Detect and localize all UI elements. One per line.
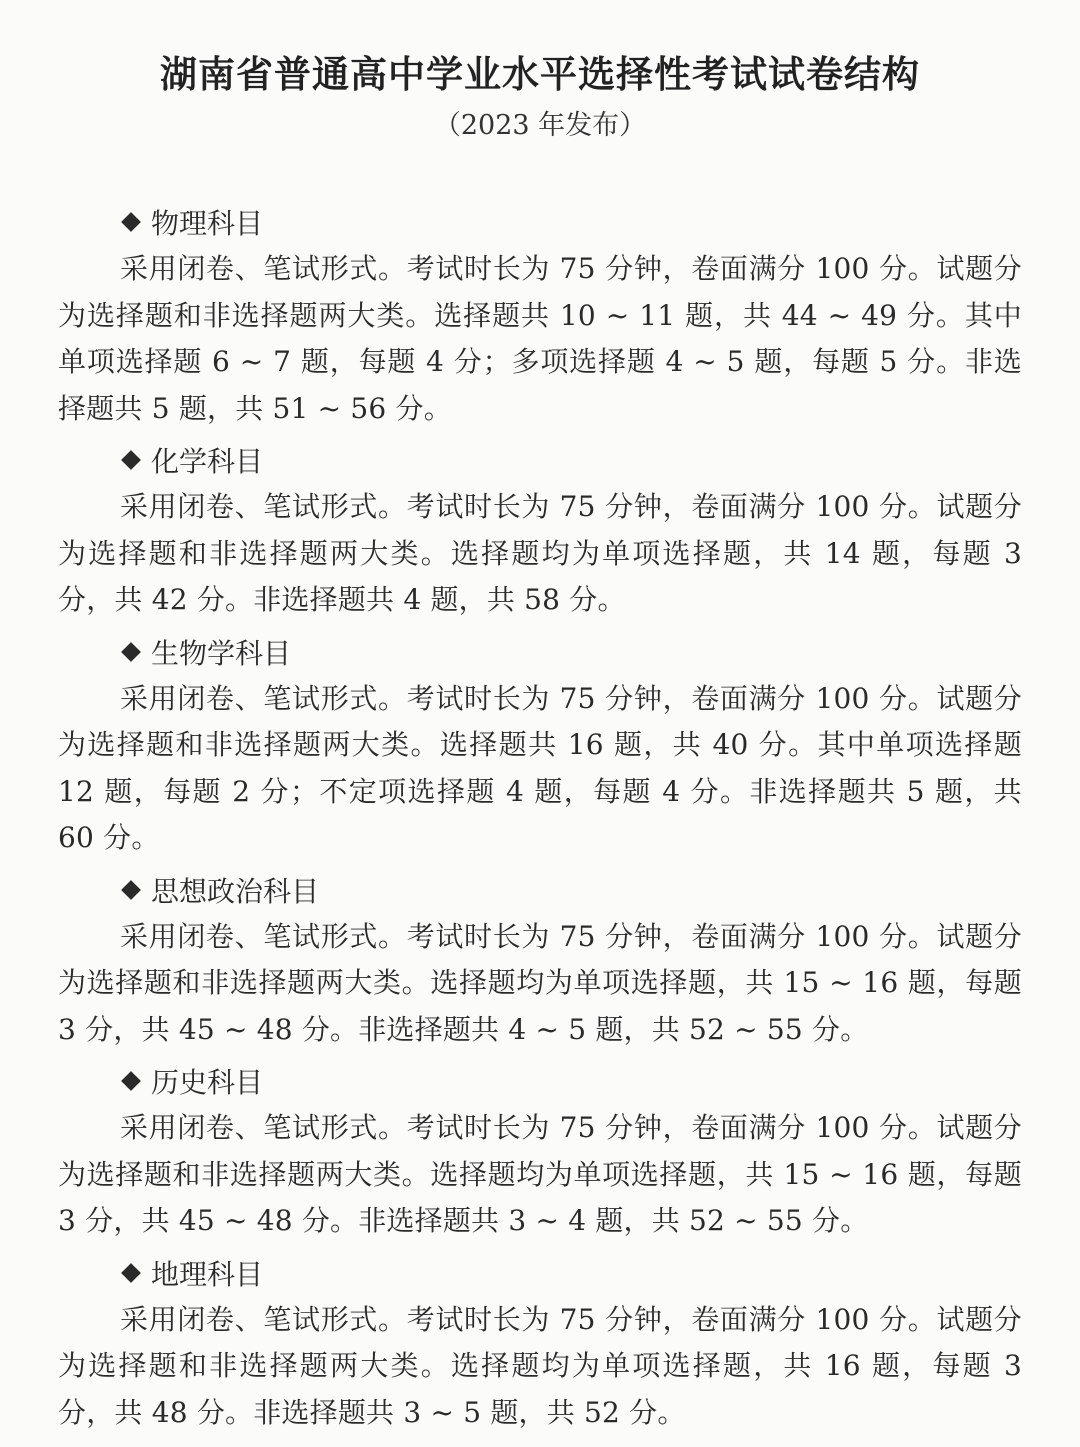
section-heading-label: 物理科目 xyxy=(151,207,264,240)
section-body: 采用闭卷、笔试形式。考试时长为 75 分钟，卷面满分 100 分。试题分为选择题和非选择题两大类。选择题共 10 ~ 11 题，共 44 ~ 49 分。其中单项选择题 6 ~ 7 题，每题 4 分；多项选择题 4 ~ 5 题，每题 5 分。非选择题共 5 题，共 51 ~ 56 分。 xyxy=(58,252,1022,425)
section-body: 采用闭卷、笔试形式。考试时长为 75 分钟，卷面满分 100 分。试题分为选择题和非选择题两大类。选择题均为单项选择题，共 15 ~ 16 题，每题 3 分，共 45 ~ 48 分。非选择题共 4 ~ 5 题，共 52 ~ 55 分。 xyxy=(58,919,1022,1046)
section-heading-label: 地理科目 xyxy=(151,1257,264,1291)
document-title: 湖南省普通高中学业水平选择性考试试卷结构 xyxy=(160,52,920,96)
section-history xyxy=(58,1057,1022,1245)
diamond-bullet-icon xyxy=(121,212,141,232)
diamond-bullet-icon xyxy=(121,880,141,900)
document-body xyxy=(58,198,1022,1440)
diamond-bullet-icon xyxy=(121,1071,141,1091)
section-biology xyxy=(58,628,1022,862)
section-heading-label: 历史科目 xyxy=(151,1066,264,1099)
section-heading xyxy=(120,198,1022,246)
diamond-bullet-icon xyxy=(121,450,141,470)
diamond-bullet-icon xyxy=(121,1263,141,1283)
section-heading xyxy=(120,866,1022,914)
section-heading-label: 思想政治科目 xyxy=(151,874,320,908)
section-body: 采用闭卷、笔试形式。考试时长为 75 分钟，卷面满分 100 分。试题分为选择题和非选择题两大类。选择题均为单项选择题，共 14 题，每题 3 分，共 42 分。非选择题共 4 题，共 58 分。 xyxy=(58,490,1022,616)
section-body: 采用闭卷、笔试形式。考试时长为 75 分钟，卷面满分 100 分。试题分为选择题和非选择题两大类。选择题均为单项选择题，共 16 题，每题 3 分，共 48 分。非选择题共 3 ~ 5 题，共 52 分。 xyxy=(58,1302,1022,1429)
section-heading-label: 生物学科目 xyxy=(151,636,292,670)
section-politics xyxy=(58,866,1022,1054)
section-heading xyxy=(120,1057,1022,1105)
section-heading xyxy=(120,628,1022,676)
section-chemistry xyxy=(58,436,1022,624)
section-body: 采用闭卷、笔试形式。考试时长为 75 分钟，卷面满分 100 分。试题分为选择题和非选择题两大类。选择题均为单项选择题，共 15 ~ 16 题，每题 3 分，共 45 ~ 48 分。非选择题共 3 ~ 4 题，共 52 ~ 55 分。 xyxy=(58,1111,1022,1237)
section-heading xyxy=(120,436,1022,484)
section-physics xyxy=(58,198,1022,432)
section-body: 采用闭卷、笔试形式。考试时长为 75 分钟，卷面满分 100 分。试题分为选择题和非选择题两大类。选择题共 16 题，共 40 分。其中单项选择题 12 题，每题 2 分；不定项选择题 4 题，每题 4 分。非选择题共 5 题，共 60 分。 xyxy=(58,681,1022,854)
document-subtitle: （2023 年发布） xyxy=(433,110,647,141)
diamond-bullet-icon xyxy=(121,642,141,662)
section-geography xyxy=(58,1249,1022,1437)
section-heading xyxy=(120,1249,1022,1297)
section-heading-label: 化学科目 xyxy=(151,445,264,478)
